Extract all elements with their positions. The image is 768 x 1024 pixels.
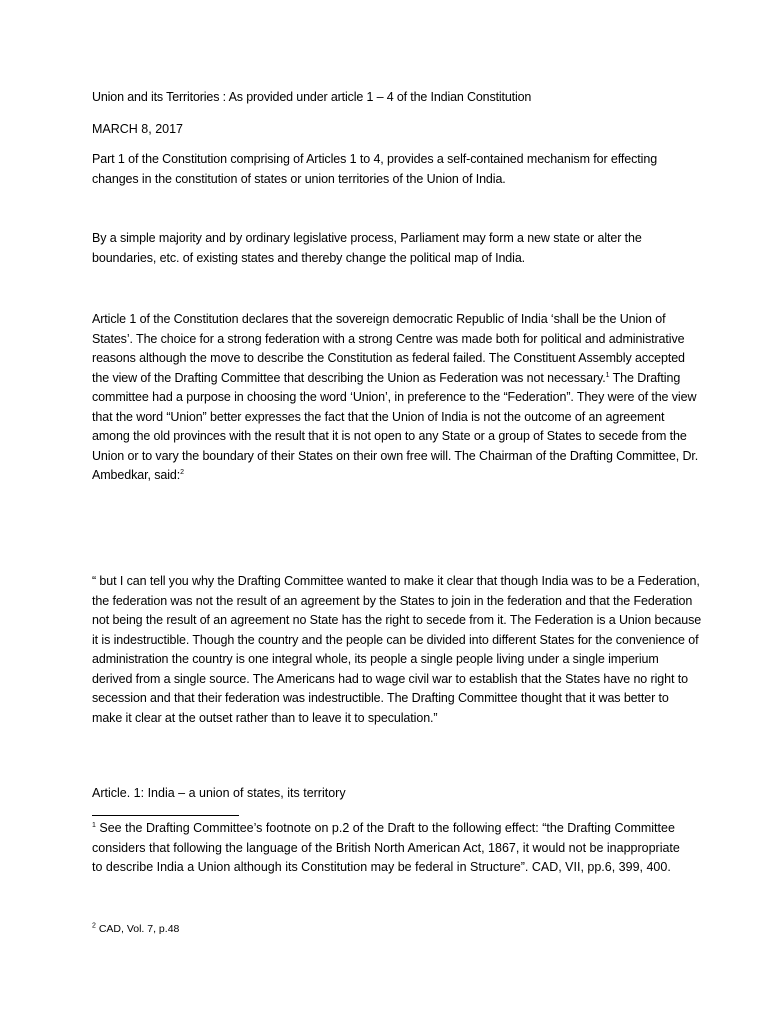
footnote-text: CAD, Vol. 7, p.48 xyxy=(95,923,180,935)
article-1-heading: Article. 1: India – a union of states, its territory xyxy=(92,786,346,800)
ambedkar-quote: “ but I can tell you why the Drafting Committee wanted to make it clear that though India was to be a Federation, the federation was not the result of an agreement by the States to join in the federation and that the Federation not being the result of an agreement no State has the right to secede from it. The Federation is a Union because it is indestructible. Though the country and the people can be divided into different States for the convenience of administration the country is one integral whole, its people a single people living under a single imperium derived from a single source. The Americans had to wage civil war to establish that the States have no right to secession and that their federation was indestructible. The Drafting Committee thought that it was better to make it clear at the outset rather than to leave it to speculation.” xyxy=(92,574,702,725)
paragraph-text: Article 1 of the Constitution declares that the sovereign democratic Republic of India ‘shall be the Union of States’. The choice for a strong federation with a strong Centre was made both for political and administrative reasons although the move to describe the Constitution as federal failed. The Constituent Assembly accepted the view of the Drafting Committee that describing the Union as Federation was not necessary. xyxy=(92,312,685,385)
footnote-1 xyxy=(92,819,692,878)
footnote-separator xyxy=(92,815,239,816)
document-date: MARCH 8, 2017 xyxy=(92,122,184,136)
paragraph-part1-intro: Part 1 of the Constitution comprising of Articles 1 to 4, provides a self-contained mechanism for effecting changes in the constitution of states or union territories of the Union of India. xyxy=(92,152,658,186)
footnote-text: See the Drafting Committee’s footnote on p.2 of the Draft to the following effect: “the Drafting Committee considers that following the language of the British North American Act, 1867, it would not be inappropriate to describe India a Union although its Constitution may be federal in Structure”. CAD, VII, pp.6, 399, 400. xyxy=(92,821,680,874)
document-title: Union and its Territories : As provided under article 1 – 4 of the Indian Constitution xyxy=(92,90,532,104)
footnote-ref-1[interactable]: 1 xyxy=(605,371,610,379)
paragraph-text: The Drafting committee had a purpose in choosing the word ‘Union’, in preference to the “Federation”. They were of the view that the word “Union” better expresses the fact that the Union of India is not the outcome of an agreement among the old provinces with the result that it is not open to any State or a group of States to secede from the Union or to vary the boundary of their States on their own free will. The Chairman of the Drafting Committee, Dr. Ambedkar, said: xyxy=(92,370,699,482)
paragraph-parliament-power: By a simple majority and by ordinary legislative process, Parliament may form a new state or alter the boundaries, etc. of existing states and thereby change the political map of India. xyxy=(92,231,642,265)
footnote-ref-2[interactable]: 2 xyxy=(180,468,184,476)
footnote-marker: 1 xyxy=(92,821,96,829)
footnote-2 xyxy=(92,921,179,937)
paragraph-article1-union xyxy=(92,310,702,486)
footnote-marker: 2 xyxy=(92,922,96,930)
